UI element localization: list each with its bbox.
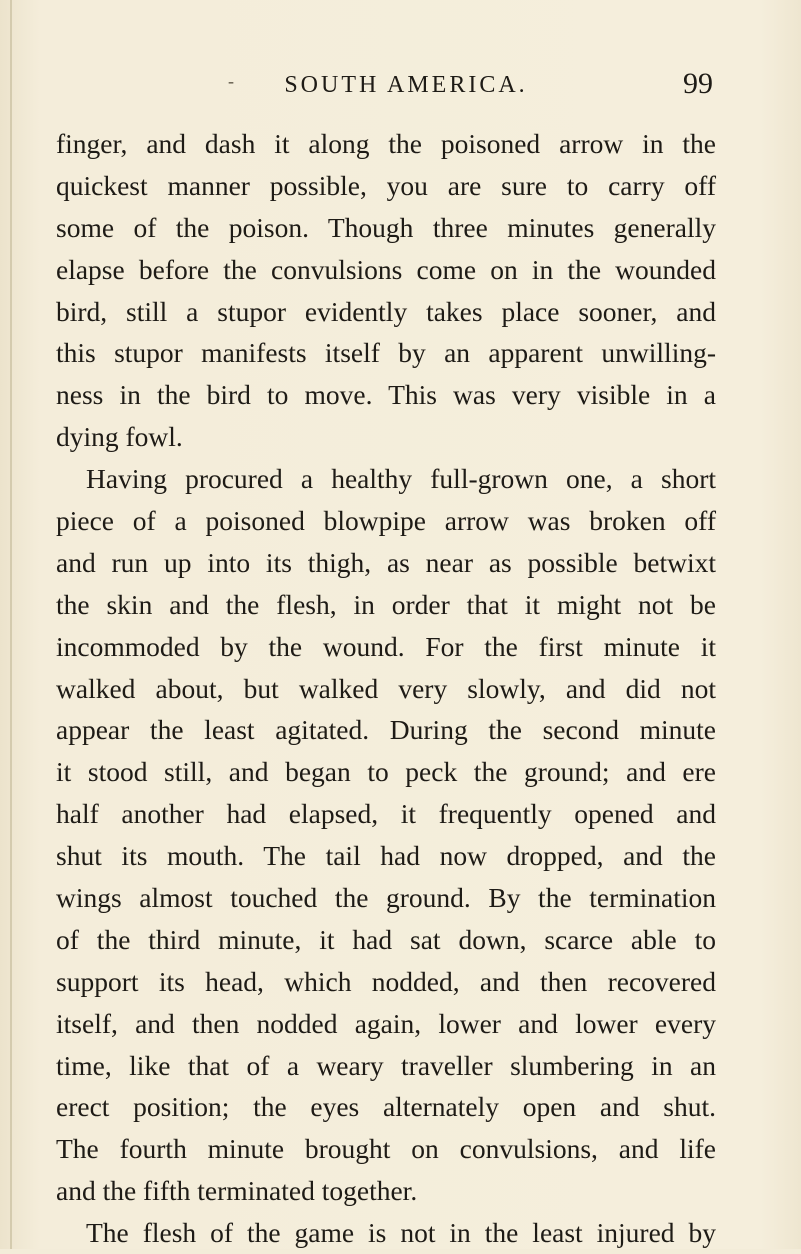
text-line: piece of a poisoned blowpipe arrow was broken off <box>56 505 716 537</box>
text-line: incommoded by the wound. For the first minute it <box>56 630 716 662</box>
text-line: dying fowl. <box>56 421 183 453</box>
page-header <box>0 67 801 110</box>
text-line: some of the poison. Though three minutes generally <box>56 211 716 243</box>
header-mark: - <box>228 71 234 91</box>
text-line: Having procured a healthy full-grown one, a short <box>86 463 716 495</box>
text-line: it stood still, and began to peck the ground; and ere <box>56 756 716 788</box>
text-line: this stupor manifests itself by an apparent unwilling- <box>56 337 716 369</box>
page-gutter <box>10 0 12 1249</box>
text-line: walked about, but walked very slowly, and did not <box>56 672 716 704</box>
text-line: of the third minute, it had sat down, scarce able to <box>56 923 716 955</box>
running-title: SOUTH AMERICA. <box>284 72 528 98</box>
text-line: shut its mouth. The tail had now dropped, and the <box>56 840 716 872</box>
text-line: wings almost touched the ground. By the termination <box>56 882 716 914</box>
text-line: elapse before the convulsions come on in the wounded <box>56 253 716 285</box>
text-line: finger, and dash it along the poisoned arrow in the <box>56 128 716 159</box>
text-line: time, like that of a weary traveller slumbering in an <box>56 1049 716 1081</box>
text-line: itself, and then nodded again, lower and lower every <box>56 1007 716 1039</box>
text-line: erect position; the eyes alternately open and shut. <box>56 1091 716 1123</box>
text-line: support its head, which nodded, and then recovered <box>56 965 716 997</box>
page-number: 99 <box>683 67 713 100</box>
text-line: and the fifth terminated together. <box>56 1175 418 1207</box>
body-text <box>56 123 716 1254</box>
text-line: The flesh of the game is not in the least injured by <box>86 1217 716 1249</box>
text-line: quickest manner possible, you are sure to carry off <box>56 169 716 201</box>
text-line: and run up into its thigh, as near as possible betwixt <box>56 546 716 578</box>
text-line: bird, still a stupor evidently takes place sooner, and <box>56 295 716 327</box>
text-line: ness in the bird to move. This was very visible in a <box>56 379 716 411</box>
text-line: the skin and the flesh, in order that it might not be <box>56 588 716 620</box>
text-line: appear the least agitated. During the second minute <box>56 714 716 746</box>
text-line: The fourth minute brought on convulsions, and life <box>56 1133 716 1165</box>
text-line: half another had elapsed, it frequently opened and <box>56 798 716 830</box>
